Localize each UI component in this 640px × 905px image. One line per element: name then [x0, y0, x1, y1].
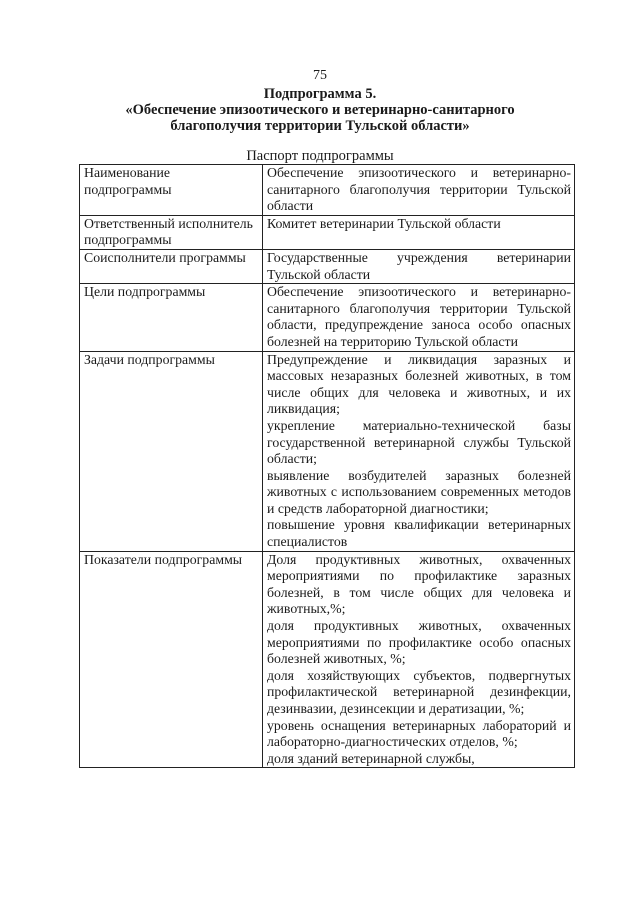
indicator-item: доля зданий ветеринарной службы, — [267, 750, 475, 766]
heading-line-1: Подпрограмма 5. — [263, 86, 377, 102]
row-label-goals: Цели подпрограммы — [80, 284, 263, 351]
passport-table — [79, 164, 575, 768]
page-number: 75 — [313, 68, 327, 83]
row-value-coexecutors — [263, 249, 575, 283]
row-value-text: Обеспечение эпизоотического и ветеринарно-санитарного благополучия территории Тульской области, предупреждение заноса особо опасных болезней на территорию Тульской области — [267, 284, 571, 349]
subprogram-heading — [0, 86, 640, 134]
row-label-executor: Ответственный исполнитель подпрограммы — [80, 215, 263, 249]
row-label-coexecutors: Соисполнители программы — [80, 249, 263, 283]
heading-line-2: «Обеспечение эпизоотического и ветеринарно-санитарного — [125, 102, 515, 118]
table-row — [80, 284, 575, 351]
task-item: Предупреждение и ликвидация заразных и массовых незаразных болезней животных, в том числе общих для человека и животных, и их ликвидация; — [267, 351, 571, 417]
task-item: укрепление материально-технической базы государственной ветеринарной службы Тульской области; — [267, 417, 571, 467]
task-item: повышение уровня квалификации ветеринарных специалистов — [267, 517, 571, 550]
row-value-text: Комитет ветеринарии Тульской области — [267, 215, 501, 231]
heading-line-3: благополучия территории Тульской области» — [170, 118, 470, 134]
indicator-item: уровень оснащения ветеринарных лабораторий и лабораторно-диагностических отделов, %; — [267, 717, 571, 750]
indicator-item: доля продуктивных животных, охваченных мероприятиями по профилактике особо опасных болезней животных, %; — [267, 618, 571, 667]
indicator-item: доля хозяйствующих субъектов, подвергнутых профилактической ветеринарной дезинфекции, дезинвазии, дезинсекции и дератизации, %; — [267, 667, 571, 716]
table-row — [80, 165, 575, 216]
row-value-name — [263, 165, 575, 216]
row-label-name: Наименование подпрограммы — [80, 165, 263, 216]
row-value-indicators — [263, 551, 575, 768]
row-value-executor — [263, 215, 575, 249]
task-item: выявление возбудителей заразных болезней животных с использованием современных методов и средств лабораторной диагностики; — [267, 467, 571, 516]
row-value-tasks — [263, 351, 575, 551]
row-value-text: Государственные учреждения ветеринарии Тульской области — [267, 249, 571, 282]
passport-title: Паспорт подпрограммы — [246, 148, 394, 164]
row-label-indicators: Показатели подпрограммы — [80, 551, 263, 768]
row-label-tasks: Задачи подпрограммы — [80, 351, 263, 551]
table-row — [80, 215, 575, 249]
table-row — [80, 351, 575, 551]
table-row — [80, 249, 575, 283]
table-row — [80, 551, 575, 768]
row-value-goals — [263, 284, 575, 351]
row-value-text: Обеспечение эпизоотического и ветеринарно-санитарного благополучия территории Тульской области — [267, 165, 571, 214]
indicator-item: Доля продуктивных животных, охваченных мероприятиями по профилактике заразных болезней, в том числе общих для человека и животных,%; — [267, 551, 571, 617]
